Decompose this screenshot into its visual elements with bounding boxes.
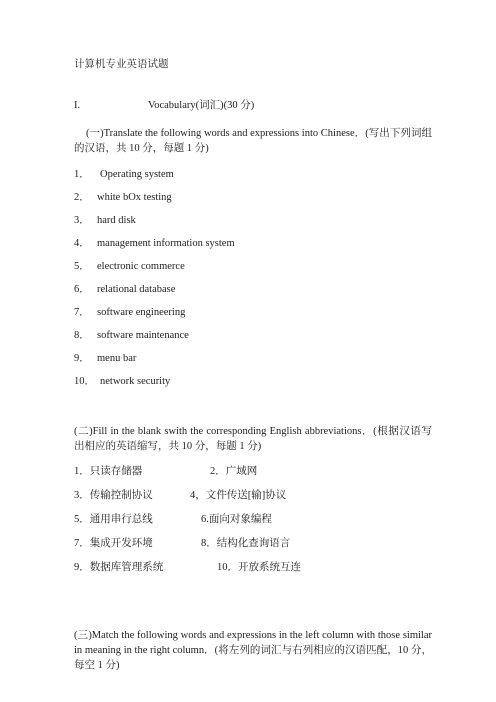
part3-instruction — [74, 628, 432, 673]
part1-item-number: 9． — [74, 353, 90, 364]
part1-item-text: white bOx testing — [97, 192, 172, 203]
part1-item-number: 5． — [74, 261, 90, 272]
part2-item-left: 7．集成开发环境 — [74, 538, 153, 549]
part1-item-number: 6． — [74, 284, 90, 295]
part1-item-number: 2． — [74, 192, 90, 203]
part1-item-text: Operating system — [100, 169, 174, 180]
part1-instruction — [74, 126, 432, 156]
part2-item-right: 6.面向对象编程 — [201, 514, 272, 525]
section-number: I. — [74, 100, 81, 111]
part1-item-number: 4． — [74, 238, 90, 249]
part2-item-left: 3．传输控制协议 — [74, 490, 153, 501]
part2-item-right: 10．开放系统互连 — [217, 562, 301, 573]
part3-instruction-text: (三)Match the following words and expressions in the left column with those similar in meaning in the right column．(将左列的词汇与右列相应的汉语匹配，10 分，每空 1 分) — [74, 630, 432, 671]
part1-item-number: 1． — [74, 169, 90, 180]
part2-item-right: 4，文件传送[输]协议 — [190, 490, 287, 501]
part1-item-text: network security — [100, 376, 171, 387]
part2-item-left: 9．数据库管理系统 — [74, 562, 164, 573]
part2-item-right: 8．结构化查询语言 — [201, 538, 291, 549]
part1-item-text: relational database — [97, 284, 176, 295]
part1-item-text: electronic commerce — [97, 261, 185, 272]
part2-item-left: 1．只读存储器 — [74, 466, 143, 477]
part1-item-number: 10． — [74, 376, 95, 387]
page-title: 计算机专业英语试题 — [74, 59, 169, 70]
section-title: Vocabulary(词汇)(30 分) — [148, 100, 255, 111]
part2-item-right: 2．广域网 — [210, 466, 258, 477]
part1-item-number: 8． — [74, 330, 90, 341]
part1-item-text: management information system — [97, 238, 235, 249]
part1-item-text: menu bar — [97, 353, 137, 364]
part1-item-number: 7． — [74, 307, 90, 318]
part1-instruction-text: (一)Translate the following words and expressions into Chinese．(写出下列词组的汉语，共 10 分，每题 1 分) — [74, 128, 432, 154]
part1-item-text: software engineering — [97, 307, 186, 318]
part1-item-number: 3． — [74, 215, 90, 226]
part2-instruction — [74, 424, 432, 454]
part1-item-text: software maintenance — [97, 330, 189, 341]
part2-instruction-text: (二)Fill in the blank swith the corresponding English abbreviations．(根据汉语写出相应的英语缩写，共 10 分，每题 1 分) — [74, 426, 432, 452]
part1-item-text: hard disk — [97, 215, 136, 226]
part2-item-left: 5．通用串行总线 — [74, 514, 153, 525]
